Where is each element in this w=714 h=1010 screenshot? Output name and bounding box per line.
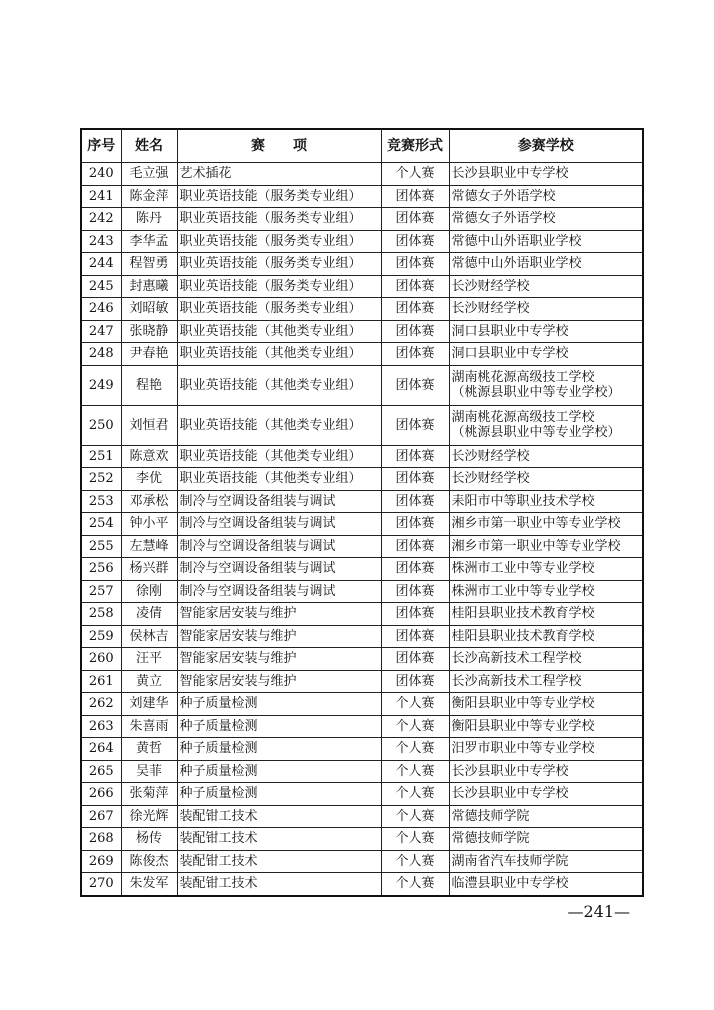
cell-form: 团体赛 bbox=[381, 670, 449, 693]
cell-no: 266 bbox=[81, 783, 121, 806]
school-line: 洞口县职业中专学校 bbox=[451, 346, 569, 362]
school-line: 湘乡市第一职业中等专业学校 bbox=[451, 538, 621, 554]
cell-name: 杨传 bbox=[121, 828, 177, 851]
cell-event: 智能家居安装与维护 bbox=[177, 648, 381, 671]
cell-school bbox=[449, 253, 643, 276]
cell-name: 尹春艳 bbox=[121, 343, 177, 366]
cell-event: 职业英语技能（服务类专业组） bbox=[177, 298, 381, 321]
cell-school bbox=[449, 603, 643, 626]
table-header-row bbox=[81, 129, 643, 163]
award-table bbox=[80, 128, 644, 897]
table-row bbox=[81, 648, 643, 671]
cell-form: 个人赛 bbox=[381, 738, 449, 761]
school-line: 湖南桃花源高级技工学校 bbox=[451, 370, 595, 385]
cell-school bbox=[449, 760, 643, 783]
cell-event: 种子质量检测 bbox=[177, 760, 381, 783]
cell-name: 侯林吉 bbox=[121, 625, 177, 648]
school-line: 常德中山外语职业学校 bbox=[451, 233, 582, 249]
table-row bbox=[81, 805, 643, 828]
cell-form: 个人赛 bbox=[381, 850, 449, 873]
school-line: 桂阳县职业技术教育学校 bbox=[451, 606, 595, 622]
cell-name: 左慧峰 bbox=[121, 535, 177, 558]
cell-form: 团体赛 bbox=[381, 343, 449, 366]
cell-event: 职业英语技能（其他类专业组） bbox=[177, 320, 381, 343]
cell-form: 团体赛 bbox=[381, 625, 449, 648]
cell-name: 汪平 bbox=[121, 648, 177, 671]
cell-no: 270 bbox=[81, 873, 121, 896]
cell-event: 制冷与空调设备组装与调试 bbox=[177, 580, 381, 603]
header-event: 赛 项 bbox=[177, 129, 381, 163]
table-row bbox=[81, 445, 643, 468]
cell-no: 253 bbox=[81, 490, 121, 513]
cell-school bbox=[449, 738, 643, 761]
cell-name: 徐刚 bbox=[121, 580, 177, 603]
school-line: 临澧县职业中专学校 bbox=[451, 876, 569, 892]
cell-school bbox=[449, 230, 643, 253]
cell-form: 团体赛 bbox=[381, 513, 449, 536]
cell-event: 装配钳工技术 bbox=[177, 850, 381, 873]
cell-event: 装配钳工技术 bbox=[177, 828, 381, 851]
cell-name: 朱发军 bbox=[121, 873, 177, 896]
table-row bbox=[81, 535, 643, 558]
school-line: 湖南桃花源高级技工学校 bbox=[451, 410, 595, 425]
table-row bbox=[81, 405, 643, 445]
cell-event: 职业英语技能（其他类专业组） bbox=[177, 343, 381, 366]
table-row bbox=[81, 208, 643, 231]
school-line: 常德女子外语学校 bbox=[451, 188, 556, 204]
cell-school bbox=[449, 873, 643, 896]
cell-name: 张晓静 bbox=[121, 320, 177, 343]
table-row bbox=[81, 873, 643, 896]
cell-form: 团体赛 bbox=[381, 558, 449, 581]
cell-name: 陈金萍 bbox=[121, 185, 177, 208]
cell-name: 黄立 bbox=[121, 670, 177, 693]
cell-no: 252 bbox=[81, 468, 121, 491]
cell-event: 制冷与空调设备组装与调试 bbox=[177, 535, 381, 558]
cell-no: 246 bbox=[81, 298, 121, 321]
table-row bbox=[81, 163, 643, 186]
table-row bbox=[81, 275, 643, 298]
cell-school bbox=[449, 715, 643, 738]
school-line: 长沙高新技术工程学校 bbox=[451, 651, 582, 667]
table-row bbox=[81, 298, 643, 321]
table-row bbox=[81, 513, 643, 536]
cell-form: 团体赛 bbox=[381, 580, 449, 603]
cell-school bbox=[449, 850, 643, 873]
cell-no: 261 bbox=[81, 670, 121, 693]
cell-event: 职业英语技能（服务类专业组） bbox=[177, 230, 381, 253]
cell-event: 制冷与空调设备组装与调试 bbox=[177, 490, 381, 513]
table-row bbox=[81, 625, 643, 648]
cell-form: 个人赛 bbox=[381, 828, 449, 851]
cell-form: 团体赛 bbox=[381, 405, 449, 445]
cell-event: 智能家居安装与维护 bbox=[177, 625, 381, 648]
cell-form: 团体赛 bbox=[381, 253, 449, 276]
school-line: 洞口县职业中专学校 bbox=[451, 323, 569, 339]
cell-form: 团体赛 bbox=[381, 365, 449, 405]
cell-form: 团体赛 bbox=[381, 298, 449, 321]
cell-school bbox=[449, 828, 643, 851]
header-no: 序号 bbox=[81, 129, 121, 163]
cell-name: 陈俊杰 bbox=[121, 850, 177, 873]
cell-name: 黄哲 bbox=[121, 738, 177, 761]
cell-name: 李优 bbox=[121, 468, 177, 491]
school-line: 湘乡市第一职业中等专业学校 bbox=[451, 516, 621, 532]
cell-form: 团体赛 bbox=[381, 648, 449, 671]
cell-form: 团体赛 bbox=[381, 230, 449, 253]
school-line: 长沙高新技术工程学校 bbox=[451, 673, 582, 689]
school-line: 湖南省汽车技师学院 bbox=[451, 853, 569, 869]
cell-school bbox=[449, 298, 643, 321]
cell-school bbox=[449, 783, 643, 806]
cell-form: 团体赛 bbox=[381, 275, 449, 298]
school-line: 株洲市工业中等专业学校 bbox=[451, 561, 595, 577]
cell-school bbox=[449, 208, 643, 231]
cell-school bbox=[449, 468, 643, 491]
cell-school bbox=[449, 185, 643, 208]
cell-no: 257 bbox=[81, 580, 121, 603]
school-line: 衡阳县职业中等专业学校 bbox=[451, 696, 595, 712]
cell-name: 刘恒君 bbox=[121, 405, 177, 445]
cell-form: 个人赛 bbox=[381, 715, 449, 738]
cell-name: 邓承松 bbox=[121, 490, 177, 513]
cell-school bbox=[449, 670, 643, 693]
table-row bbox=[81, 490, 643, 513]
cell-event: 制冷与空调设备组装与调试 bbox=[177, 558, 381, 581]
cell-no: 247 bbox=[81, 320, 121, 343]
cell-form: 团体赛 bbox=[381, 468, 449, 491]
school-line: 耒阳市中等职业技术学校 bbox=[451, 493, 595, 509]
cell-event: 职业英语技能（服务类专业组） bbox=[177, 253, 381, 276]
cell-name: 徐光辉 bbox=[121, 805, 177, 828]
cell-school bbox=[449, 625, 643, 648]
cell-name: 程智勇 bbox=[121, 253, 177, 276]
cell-no: 244 bbox=[81, 253, 121, 276]
table-row bbox=[81, 783, 643, 806]
cell-event: 装配钳工技术 bbox=[177, 805, 381, 828]
table-row bbox=[81, 693, 643, 716]
cell-school bbox=[449, 513, 643, 536]
table-row bbox=[81, 468, 643, 491]
school-line: 常德技师学院 bbox=[451, 808, 530, 824]
table-row bbox=[81, 580, 643, 603]
cell-no: 243 bbox=[81, 230, 121, 253]
cell-form: 个人赛 bbox=[381, 783, 449, 806]
school-line: 常德技师学院 bbox=[451, 831, 530, 847]
cell-school bbox=[449, 693, 643, 716]
cell-no: 251 bbox=[81, 445, 121, 468]
cell-name: 张菊萍 bbox=[121, 783, 177, 806]
cell-no: 241 bbox=[81, 185, 121, 208]
cell-school bbox=[449, 163, 643, 186]
school-line: （桃源县职业中等专业学校） bbox=[451, 385, 621, 400]
cell-event: 艺术插花 bbox=[177, 163, 381, 186]
table-row bbox=[81, 365, 643, 405]
cell-name: 毛立强 bbox=[121, 163, 177, 186]
table-row bbox=[81, 670, 643, 693]
table-row bbox=[81, 603, 643, 626]
cell-form: 团体赛 bbox=[381, 185, 449, 208]
cell-no: 256 bbox=[81, 558, 121, 581]
cell-no: 259 bbox=[81, 625, 121, 648]
cell-name: 李华孟 bbox=[121, 230, 177, 253]
school-line: 汨罗市职业中等专业学校 bbox=[451, 741, 595, 757]
cell-event: 职业英语技能（服务类专业组） bbox=[177, 275, 381, 298]
cell-no: 262 bbox=[81, 693, 121, 716]
school-line: 常德女子外语学校 bbox=[451, 211, 556, 227]
cell-event: 职业英语技能（其他类专业组） bbox=[177, 445, 381, 468]
cell-no: 245 bbox=[81, 275, 121, 298]
school-line: 长沙县职业中专学校 bbox=[451, 763, 569, 779]
cell-form: 个人赛 bbox=[381, 805, 449, 828]
school-line: 长沙财经学校 bbox=[451, 278, 530, 294]
table-row bbox=[81, 230, 643, 253]
cell-no: 269 bbox=[81, 850, 121, 873]
school-line: 衡阳县职业中等专业学校 bbox=[451, 718, 595, 734]
cell-form: 团体赛 bbox=[381, 603, 449, 626]
cell-school bbox=[449, 365, 643, 405]
cell-school bbox=[449, 405, 643, 445]
school-line: 长沙县职业中专学校 bbox=[451, 786, 569, 802]
cell-event: 职业英语技能（其他类专业组） bbox=[177, 468, 381, 491]
table-row bbox=[81, 343, 643, 366]
cell-no: 240 bbox=[81, 163, 121, 186]
cell-school bbox=[449, 275, 643, 298]
school-line: 长沙财经学校 bbox=[451, 471, 530, 487]
cell-no: 250 bbox=[81, 405, 121, 445]
school-line: 株洲市工业中等专业学校 bbox=[451, 583, 595, 599]
cell-name: 程艳 bbox=[121, 365, 177, 405]
cell-event: 制冷与空调设备组装与调试 bbox=[177, 513, 381, 536]
cell-event: 智能家居安装与维护 bbox=[177, 603, 381, 626]
cell-form: 团体赛 bbox=[381, 535, 449, 558]
cell-form: 团体赛 bbox=[381, 320, 449, 343]
table-row bbox=[81, 850, 643, 873]
table-row bbox=[81, 558, 643, 581]
cell-form: 团体赛 bbox=[381, 490, 449, 513]
cell-event: 职业英语技能（其他类专业组） bbox=[177, 405, 381, 445]
cell-school bbox=[449, 558, 643, 581]
cell-school bbox=[449, 320, 643, 343]
school-line: 桂阳县职业技术教育学校 bbox=[451, 628, 595, 644]
school-line: 长沙财经学校 bbox=[451, 448, 530, 464]
header-form: 竞赛形式 bbox=[381, 129, 449, 163]
cell-school bbox=[449, 490, 643, 513]
cell-school bbox=[449, 805, 643, 828]
cell-form: 团体赛 bbox=[381, 208, 449, 231]
table-row bbox=[81, 185, 643, 208]
table-row bbox=[81, 828, 643, 851]
cell-event: 智能家居安装与维护 bbox=[177, 670, 381, 693]
cell-no: 254 bbox=[81, 513, 121, 536]
cell-form: 个人赛 bbox=[381, 693, 449, 716]
cell-name: 钟小平 bbox=[121, 513, 177, 536]
cell-name: 刘昭敏 bbox=[121, 298, 177, 321]
cell-event: 种子质量检测 bbox=[177, 783, 381, 806]
cell-school bbox=[449, 445, 643, 468]
school-line: （桃源县职业中等专业学校） bbox=[451, 425, 621, 440]
cell-no: 242 bbox=[81, 208, 121, 231]
table-row bbox=[81, 760, 643, 783]
table-row bbox=[81, 738, 643, 761]
cell-school bbox=[449, 535, 643, 558]
cell-name: 杨兴群 bbox=[121, 558, 177, 581]
cell-no: 265 bbox=[81, 760, 121, 783]
cell-name: 陈意欢 bbox=[121, 445, 177, 468]
cell-event: 装配钳工技术 bbox=[177, 873, 381, 896]
cell-no: 249 bbox=[81, 365, 121, 405]
page-number: —241— bbox=[567, 902, 630, 921]
cell-event: 职业英语技能（其他类专业组） bbox=[177, 365, 381, 405]
table-row bbox=[81, 253, 643, 276]
cell-form: 个人赛 bbox=[381, 760, 449, 783]
cell-form: 个人赛 bbox=[381, 873, 449, 896]
cell-no: 258 bbox=[81, 603, 121, 626]
cell-name: 陈丹 bbox=[121, 208, 177, 231]
cell-no: 248 bbox=[81, 343, 121, 366]
table-row bbox=[81, 320, 643, 343]
cell-event: 职业英语技能（服务类专业组） bbox=[177, 208, 381, 231]
cell-no: 255 bbox=[81, 535, 121, 558]
table-body bbox=[81, 163, 643, 896]
cell-form: 个人赛 bbox=[381, 163, 449, 186]
school-line: 长沙财经学校 bbox=[451, 301, 530, 317]
cell-no: 267 bbox=[81, 805, 121, 828]
cell-event: 种子质量检测 bbox=[177, 738, 381, 761]
cell-form: 团体赛 bbox=[381, 445, 449, 468]
cell-name: 封惠曦 bbox=[121, 275, 177, 298]
cell-event: 种子质量检测 bbox=[177, 693, 381, 716]
school-line: 常德中山外语职业学校 bbox=[451, 256, 582, 272]
cell-name: 刘建华 bbox=[121, 693, 177, 716]
school-line: 长沙县职业中专学校 bbox=[451, 166, 569, 182]
table-row bbox=[81, 715, 643, 738]
cell-event: 种子质量检测 bbox=[177, 715, 381, 738]
cell-school bbox=[449, 343, 643, 366]
cell-name: 朱喜雨 bbox=[121, 715, 177, 738]
cell-school bbox=[449, 648, 643, 671]
cell-name: 吴菲 bbox=[121, 760, 177, 783]
cell-no: 264 bbox=[81, 738, 121, 761]
cell-name: 凌倩 bbox=[121, 603, 177, 626]
cell-no: 263 bbox=[81, 715, 121, 738]
header-name: 姓名 bbox=[121, 129, 177, 163]
cell-no: 260 bbox=[81, 648, 121, 671]
cell-school bbox=[449, 580, 643, 603]
cell-event: 职业英语技能（服务类专业组） bbox=[177, 185, 381, 208]
header-school: 参赛学校 bbox=[449, 129, 643, 163]
cell-no: 268 bbox=[81, 828, 121, 851]
